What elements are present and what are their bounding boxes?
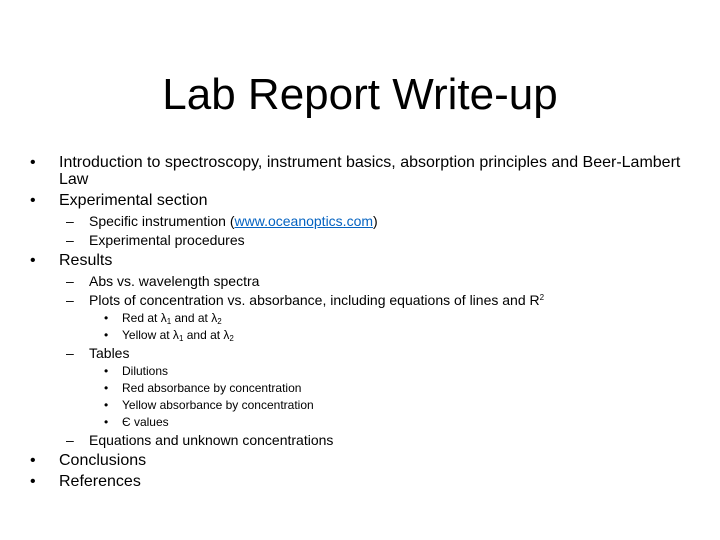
bullet: • <box>30 192 36 209</box>
red-lambda-sub2: 2 <box>217 317 222 326</box>
small-bullet: • <box>104 415 109 429</box>
list-item-yellow-lambda <box>30 328 700 342</box>
bullet: • <box>30 252 36 269</box>
list-item-instrumention <box>30 213 700 229</box>
instrumention-suffix: ) <box>373 213 378 229</box>
slide-title: Lab Report Write-up <box>162 70 558 119</box>
tables-text: Tables <box>89 345 130 361</box>
spectra-text: Abs vs. wavelength spectra <box>89 273 260 289</box>
slide-body <box>30 154 700 494</box>
plots-text: Plots of concentration vs. absorbance, including equations of lines and R <box>89 292 540 308</box>
list-item-yellow-absorbance <box>30 398 700 412</box>
red-lambda-sub1: 1 <box>166 317 172 326</box>
list-item-plots <box>30 292 700 308</box>
list-item-introduction <box>30 154 700 188</box>
list-item-dilutions <box>30 364 700 378</box>
introduction-text: Introduction to spectroscopy, instrument basics, absorption principles and Beer-Lambert Law <box>59 154 681 188</box>
experimental-text: Experimental section <box>59 192 208 209</box>
small-bullet: • <box>104 381 109 395</box>
dash-bullet: – <box>66 232 74 248</box>
list-item-conclusions <box>30 452 700 469</box>
small-bullet: • <box>104 364 109 378</box>
small-bullet: • <box>104 398 109 412</box>
dash-bullet: – <box>66 432 74 448</box>
list-item-results <box>30 252 700 269</box>
plots-superscript: 2 <box>539 293 545 302</box>
dash-bullet: – <box>66 273 74 289</box>
list-item-red-lambda <box>30 311 700 325</box>
small-bullet: • <box>104 311 109 325</box>
epsilon-text: Є values <box>122 415 169 429</box>
bullet: • <box>30 473 36 490</box>
oceanoptics-link[interactable]: www.oceanoptics.com <box>234 213 374 229</box>
references-text: References <box>59 473 141 490</box>
yellow-lambda-text-a: Yellow at λ <box>122 328 179 342</box>
conclusions-text: Conclusions <box>59 452 147 469</box>
list-item-experimental <box>30 192 700 209</box>
dilutions-text: Dilutions <box>122 364 169 378</box>
procedures-text: Experimental procedures <box>89 232 245 248</box>
red-lambda-text-a: Red at λ <box>122 311 167 325</box>
yellow-lambda-sub1: 1 <box>178 334 184 343</box>
list-item-tables <box>30 345 700 361</box>
equations-text: Equations and unknown concentrations <box>89 432 334 448</box>
bullet: • <box>30 154 36 171</box>
red-absorbance-text: Red absorbance by concentration <box>122 381 302 395</box>
yellow-absorbance-text: Yellow absorbance by concentration <box>122 398 314 412</box>
yellow-lambda-sub2: 2 <box>229 334 234 343</box>
list-item-references <box>30 473 700 490</box>
list-item-equations <box>30 432 700 448</box>
dash-bullet: – <box>66 345 74 361</box>
instrumention-prefix: Specific instrumention ( <box>89 213 235 229</box>
yellow-lambda-text-b: and at λ <box>183 328 230 342</box>
list-item-red-absorbance <box>30 381 700 395</box>
dash-bullet: – <box>66 292 74 308</box>
bullet: • <box>30 452 36 469</box>
list-item-spectra <box>30 273 700 289</box>
small-bullet: • <box>104 328 109 342</box>
list-item-epsilon <box>30 415 700 429</box>
red-lambda-text-b: and at λ <box>171 311 218 325</box>
dash-bullet: – <box>66 213 74 229</box>
results-text: Results <box>59 252 113 269</box>
list-item-procedures <box>30 232 700 248</box>
